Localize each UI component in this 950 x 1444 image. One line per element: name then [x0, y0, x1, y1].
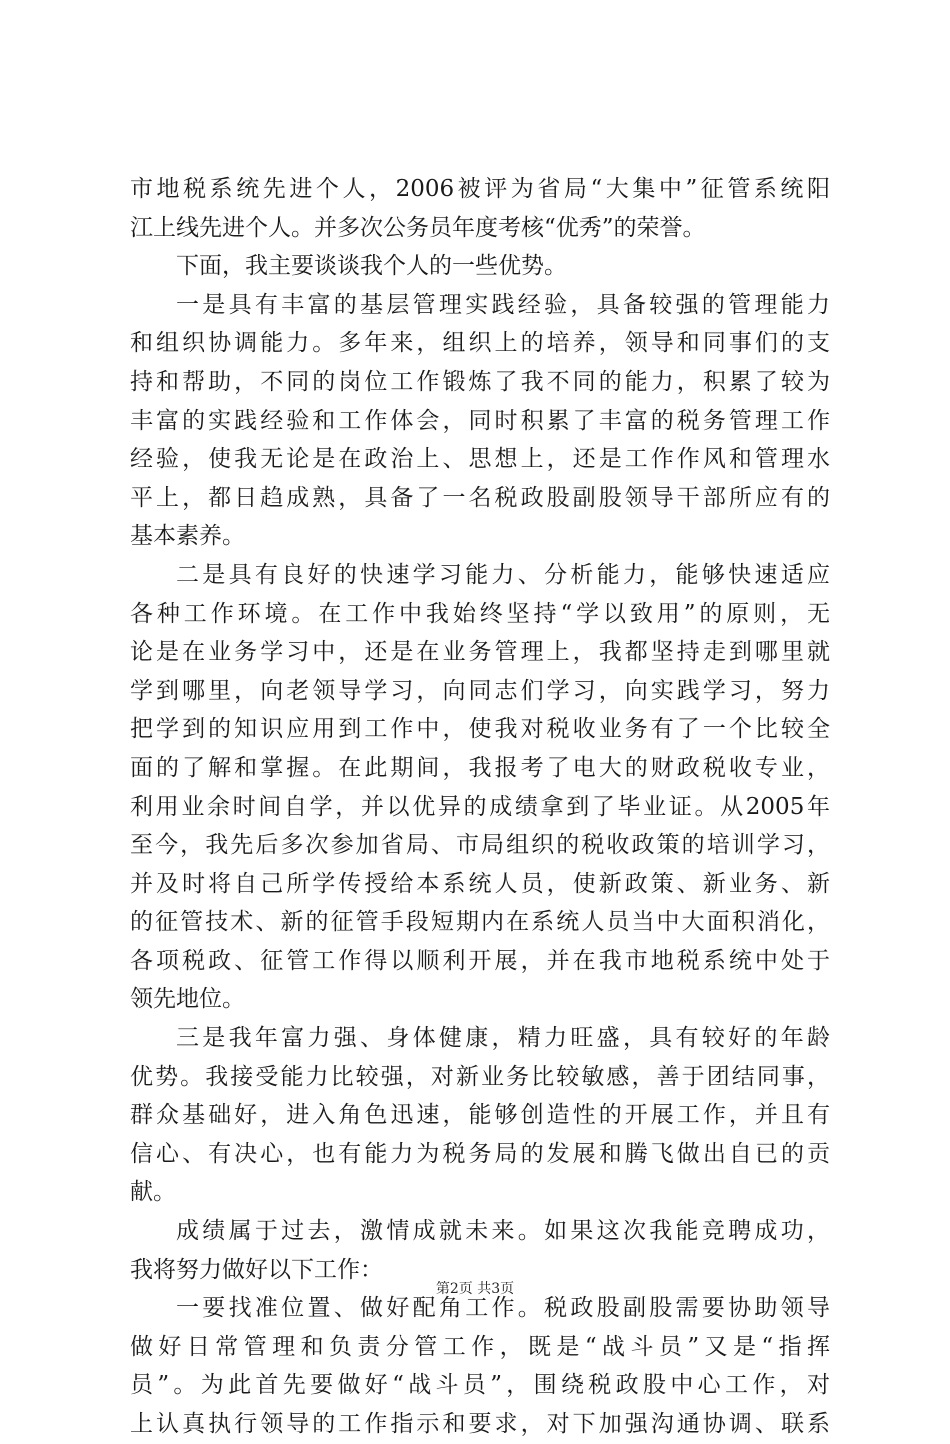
text-line: 上认真执行领导的工作指示和要求，对下加强沟通协调、联系: [130, 1411, 830, 1437]
text-line: 至今，我先后多次参加省局、市局组织的税收政策的培训学习，: [130, 832, 830, 859]
page-footer: 第2页 共3页: [435, 1281, 515, 1297]
text-line: 和组织协调能力。多年来，组织上的培养，领导和同事们的支: [130, 330, 830, 357]
text-line: 员”。为此首先要做好“战斗员”，围绕税政股中心工作，对: [130, 1372, 830, 1399]
text-line: 丰富的实践经验和工作体会，同时积累了丰富的税务管理工作: [130, 407, 830, 434]
text-line: 学到哪里，向老领导学习，向同志们学习，向实践学习，努力: [130, 677, 830, 704]
text-line: 平上，都日趋成熟，具备了一名税政股副股领导干部所应有的: [130, 484, 830, 511]
text-line: 三是我年富力强、身体健康，精力旺盛，具有较好的年龄: [176, 1025, 830, 1052]
text-line: 经验，使我无论是在政治上、思想上，还是工作作风和管理水: [130, 446, 830, 473]
text-line: 一是具有丰富的基层管理实践经验，具备较强的管理能力: [176, 291, 830, 318]
text-line: 把学到的知识应用到工作中，使我对税收业务有了一个比较全: [130, 716, 830, 743]
text-line: 持和帮助，不同的岗位工作锻炼了我不同的能力，积累了较为: [130, 368, 830, 395]
text-line: 我将努力做好以下工作：: [130, 1256, 383, 1283]
text-line: 群众基础好，进入角色迅速，能够创造性的开展工作，并且有: [130, 1102, 830, 1129]
text-line: 利用业余时间自学，并以优异的成绩拿到了毕业证。从2005年: [130, 793, 830, 820]
text-line: 优势。我接受能力比较强，对新业务比较敏感，善于团结同事，: [130, 1063, 830, 1090]
text-line: 基本素养。: [130, 523, 245, 550]
text-line: 献。: [130, 1179, 176, 1206]
text-line: 江上线先进个人。并多次公务员年度考核“优秀”的荣誉。: [130, 214, 706, 241]
text-line: 二是具有良好的快速学习能力、分析能力，能够快速适应: [176, 561, 830, 588]
text-line: 下面，我主要谈谈我个人的一些优势。: [176, 253, 567, 280]
text-line: 信心、有决心，也有能力为税务局的发展和腾飞做出自已的贡: [130, 1140, 830, 1167]
text-line: 市地税系统先进个人，2006被评为省局“大集中”征管系统阳: [130, 176, 830, 202]
document-body: [130, 170, 830, 1444]
text-line: 成绩属于过去，激情成就未来。如果这次我能竞聘成功，: [176, 1218, 830, 1245]
text-line: 的征管技术、新的征管手段短期内在系统人员当中大面积消化，: [130, 909, 830, 936]
text-line: 领先地位。: [130, 986, 245, 1013]
text-line: 论是在业务学习中，还是在业务管理上，我都坚持走到哪里就: [130, 639, 830, 666]
text-line: 一要找准位置、做好配角工作。税政股副股需要协助领导: [176, 1295, 830, 1322]
text-line: 并及时将自己所学传授给本系统人员，使新政策、新业务、新: [130, 870, 830, 897]
text-line: 做好日常管理和负责分管工作，既是“战斗员”又是“指挥: [130, 1333, 830, 1360]
text-line: 各种工作环境。在工作中我始终坚持“学以致用”的原则，无: [130, 600, 830, 627]
text-line: 各项税政、征管工作得以顺利开展，并在我市地税系统中处于: [130, 947, 830, 974]
text-line: 面的了解和掌握。在此期间，我报考了电大的财政税收专业，: [130, 754, 830, 781]
